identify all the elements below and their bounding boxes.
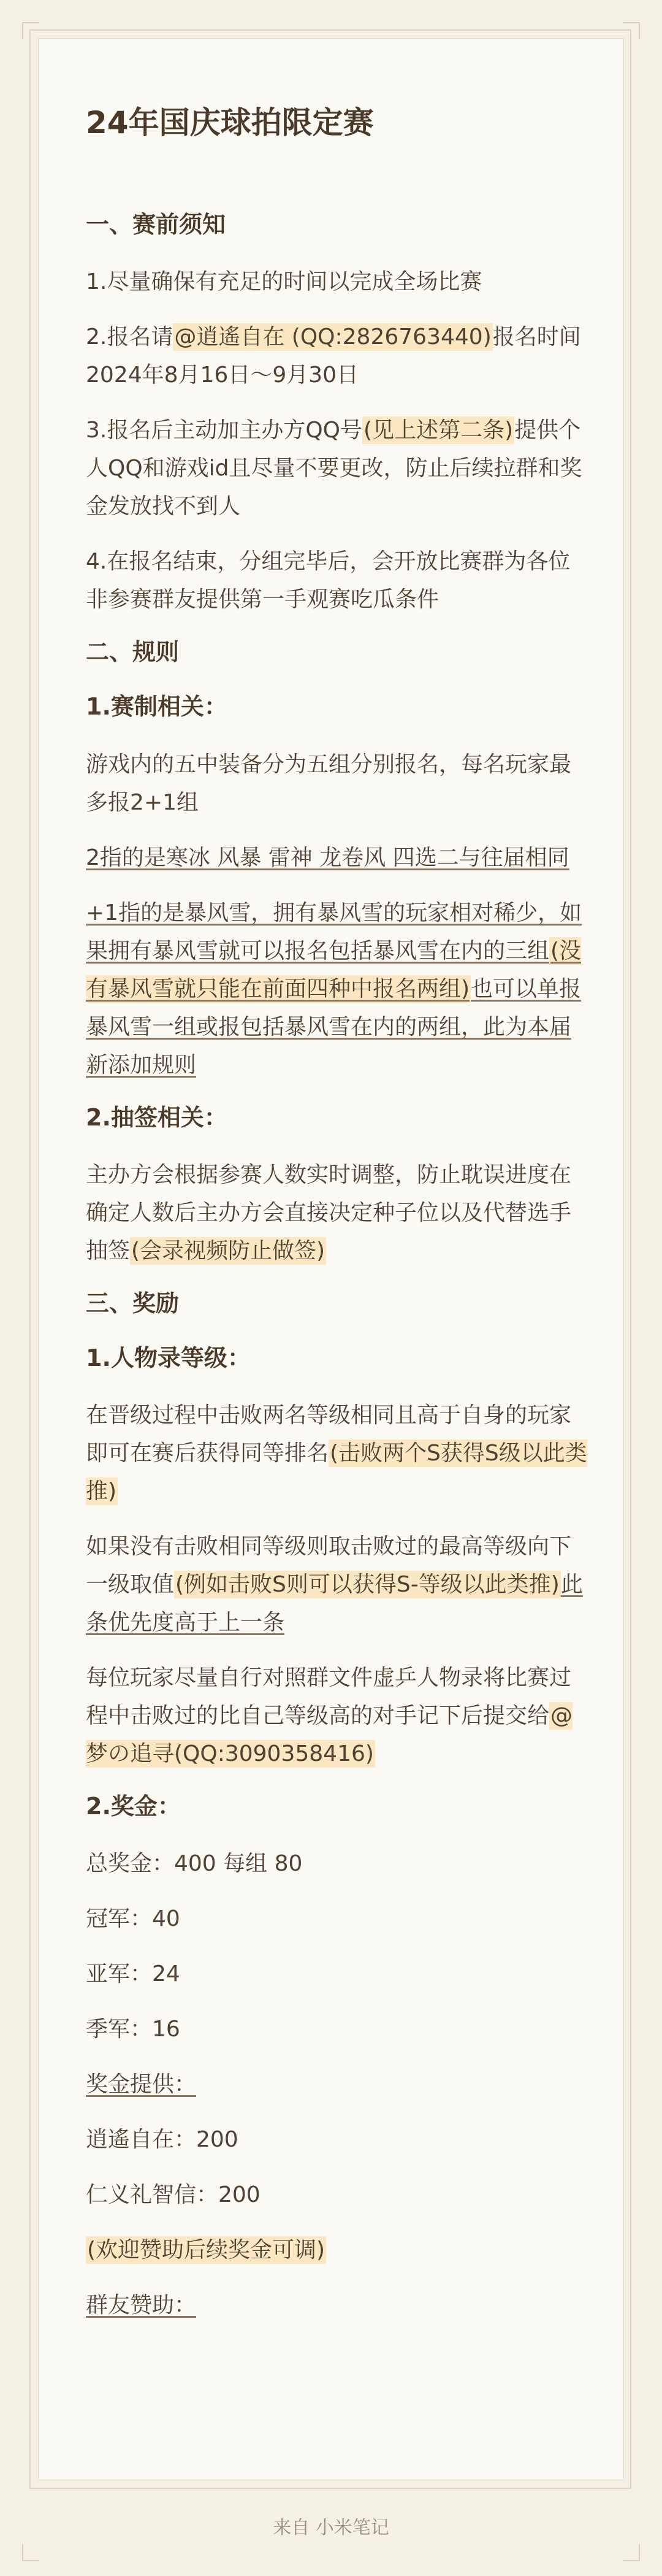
- notice-item-3: [86, 412, 588, 526]
- section-heading-rewards: 三、奖励: [86, 1289, 180, 1317]
- rewards-para-1-highlight: (击败两个S获得S级以此类推): [86, 1441, 587, 1505]
- rewards-para-2-highlight: (例如击败S则可以获得S-等级以此类推): [175, 1572, 560, 1598]
- sponsor-welcome-highlight: (欢迎赞助后续奖金可调): [87, 2237, 325, 2263]
- notice-item-2-text-end: 报名时间2024年8月16日～9月30日: [86, 324, 581, 388]
- prize-runner-up: 亚军：24: [86, 1961, 180, 1987]
- rewards-para-2-underlined: 此条优先度高于上一条: [86, 1572, 583, 1636]
- rewards-para-3: [86, 1659, 588, 1773]
- rewards-para-2: [86, 1528, 588, 1642]
- sponsor-welcome: [86, 2231, 588, 2269]
- rewards-para-3-text: 每位玩家尽量自行对照群文件虚乒人物录将比赛过程中击败过的比自己等级高的对手记下后提交给: [86, 1665, 572, 1729]
- rules-subheading-format: 1.赛制相关：: [86, 693, 227, 721]
- rewards-para-2-text: 如果没有击败相同等级则取击败过的最高等级向下一级取值: [86, 1534, 572, 1598]
- notice-item-3-highlight: (见上述第二条): [363, 418, 514, 443]
- note-title: 24年国庆球拍限定赛: [86, 105, 374, 140]
- notice-item-1: 1.尽量确保有充足的时间以完成全场比赛: [86, 269, 482, 295]
- rules-para-4: [86, 1156, 588, 1270]
- rules-para-3: [86, 894, 588, 1084]
- section-heading-notice: 一、赛前须知: [86, 211, 226, 238]
- registration-contact-highlight: @逍遙自在 (QQ:2826763440): [174, 324, 492, 350]
- rewards-subheading-prize: 2.奖金：: [86, 1793, 181, 1820]
- prize-total: 总奖金：400 每组 80: [86, 1851, 303, 1877]
- notice-item-2-text: 2.报名请: [86, 324, 173, 350]
- group-sponsor-heading: 群友赞助：: [86, 2293, 197, 2318]
- rules-para-3-highlight: (没有暴风雪就只能在前面四种中报名两组): [86, 938, 582, 1002]
- rules-subheading-draw: 2.抽签相关：: [86, 1103, 227, 1131]
- rules-para-3-text: +1指的是暴风雪，拥有暴风雪的玩家相对稀少，如果拥有暴风雪就可以报名包括暴风雪在内的三组: [86, 900, 582, 964]
- rewards-subheading-level: 1.人物录等级：: [86, 1344, 251, 1371]
- frame-corner-bottom-left: [22, 2544, 39, 2561]
- submission-contact-highlight: @梦の追寻(QQ:3090358416): [86, 1703, 573, 1767]
- sponsor-1: 逍遙自在：200: [86, 2127, 238, 2153]
- sponsor-heading: 奖金提供：: [86, 2072, 197, 2098]
- sponsor-2: 仁义礼智信：200: [86, 2182, 261, 2208]
- notice-item-4: 4.在报名结束，分组完毕后，会开放比赛群为各位非参赛群友提供第一手观赛吃瓜条件: [86, 549, 571, 613]
- rewards-para-1-text: 在晋级过程中击败两名等级相同且高于自身的玩家即可在赛后获得同等排名: [86, 1403, 572, 1466]
- notice-item-2: [86, 318, 588, 394]
- rules-para-4-text: 主办方会根据参赛人数实时调整，防止耽误进度在确定人数后主办方会直接决定种子位以及代替选手抽签: [86, 1162, 572, 1263]
- prize-third: 季军：16: [86, 2017, 180, 2042]
- frame-corner-bottom-right: [623, 2544, 640, 2561]
- rules-para-2: 2指的是寒冰 风暴 雷神 龙卷风 四选二与往届相同: [86, 845, 569, 870]
- footer-source: 来自 小米笔记: [273, 2517, 389, 2539]
- prize-champion: 冠军：40: [86, 1906, 180, 1932]
- rules-para-4-highlight: (会录视频防止做签): [131, 1238, 325, 1263]
- rules-para-3-text-end: 也可以单报暴风雪一组或报包括暴风雪在内的两组，此为本届新添加规则: [86, 976, 582, 1078]
- rules-para-1: 游戏内的五中装备分为五组分别报名，每名玩家最多报2+1组: [86, 751, 572, 815]
- section-heading-rules: 二、规则: [86, 638, 180, 666]
- notice-item-3-text-end: 提供个人QQ和游戏id且尽量不要更改，防止后续拉群和奖金发放找不到人: [86, 418, 582, 519]
- notice-item-3-text: 3.报名后主动加主办方QQ号: [86, 418, 363, 443]
- rewards-para-1: [86, 1397, 588, 1511]
- note-content: [86, 104, 588, 2342]
